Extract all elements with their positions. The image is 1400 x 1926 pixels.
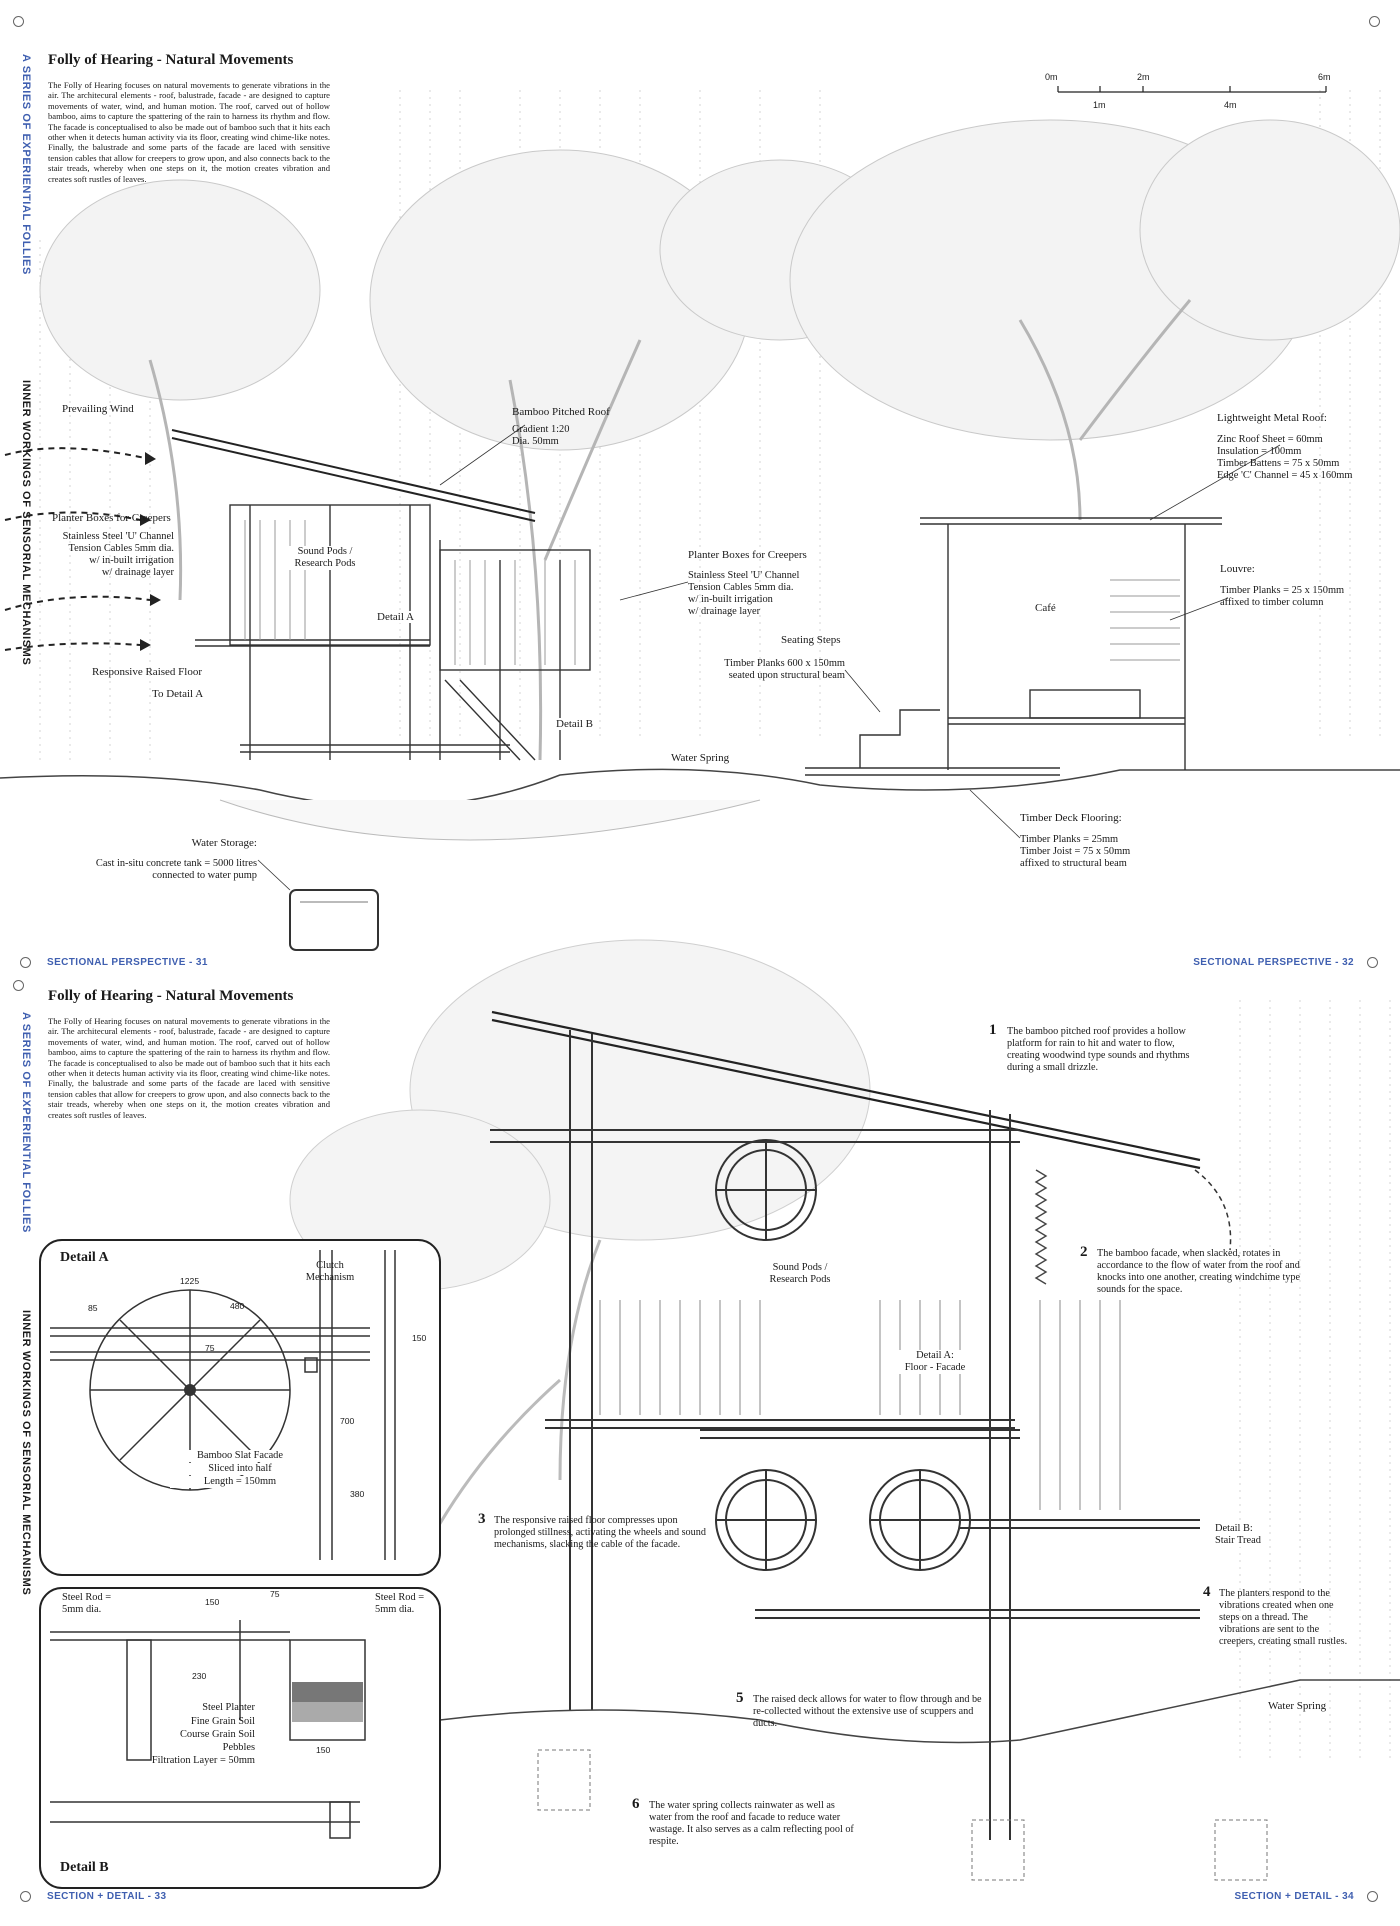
metal-roof-spec-1: Zinc Roof Sheet = 60mm bbox=[1217, 434, 1323, 445]
detail-b-callout-2: Stair Tread bbox=[1215, 1535, 1261, 1546]
note-5-number: 5 bbox=[736, 1690, 744, 1706]
planter-left-spec-1: Stainless Steel 'U' Channel bbox=[62, 531, 174, 542]
planter-label-5: Filtration Layer = 50mm bbox=[151, 1755, 255, 1766]
louvre-spec-1: Timber Planks = 25 x 150mm bbox=[1220, 585, 1345, 596]
detail-a-dim-2: 480 bbox=[230, 1301, 245, 1311]
planter-mid-spec-3: w/ in-built irrigation bbox=[688, 594, 773, 605]
cafe-label: Café bbox=[1035, 602, 1056, 614]
planter-label-2: Fine Grain Soil bbox=[190, 1716, 255, 1727]
page-title: Folly of Hearing - Natural Movements bbox=[48, 52, 294, 68]
scale-4m: 4m bbox=[1224, 100, 1237, 110]
rod-right-label-2: 5mm dia. bbox=[375, 1604, 415, 1615]
note-2-text: The bamboo facade, when slacked, rotates in accordance to the flow of water from the roof and knocks into one another, creating windchime type sounds for the space. bbox=[1097, 1248, 1300, 1295]
facade-label-2: Sliced into half bbox=[170, 1463, 310, 1475]
water-spring-label: Water Spring bbox=[671, 752, 730, 764]
intro-paragraph: The Folly of Hearing focuses on natural movements to generate vibrations in the air. The architecural elements - roof, balustrade, facade - are designed to capture movements of water, wind, and human motion. The roof, carved out of hollow bamboo, aims to capture the spattering of the rain to harness its rhythm and flow. The facade is conceptualised to also be made out of bamboo such that it hits each other when it detects human activity via its floor, creating wind chime-like notes. Finally, the balustrade and some parts of the facade are laced with sensitive tension cables that allow for creepers to grow upon, and also connects back to the stair treads, whereby when one steps on it, the motion creates vibration and creates soft rustles of leaves. bbox=[48, 80, 330, 184]
water-flow-arrow bbox=[1195, 1170, 1231, 1250]
scale-6m: 6m bbox=[1318, 72, 1331, 82]
rod-left-label-1: Steel Rod = bbox=[62, 1592, 112, 1603]
sound-pods-label-2: Research Pods bbox=[280, 558, 370, 570]
scale-2m: 2m bbox=[1137, 72, 1150, 82]
note-1-number: 1 bbox=[989, 1022, 997, 1038]
planter-mid-spec-4: w/ drainage layer bbox=[688, 606, 761, 617]
tension-cable-coil bbox=[1036, 1170, 1046, 1284]
note-2-number: 2 bbox=[1080, 1244, 1088, 1260]
detail-a-callout-2: Floor - Facade bbox=[885, 1362, 985, 1374]
planter-mid-label: Planter Boxes for Creepers bbox=[688, 549, 807, 561]
water-storage-spec-2: connected to water pump bbox=[152, 870, 257, 881]
prevailing-wind-label: Prevailing Wind bbox=[62, 403, 134, 415]
bamboo-roof-spec-1: Gradient 1:20 bbox=[512, 424, 570, 435]
tree-canopies bbox=[40, 120, 1400, 450]
detail-a-dim-7: 380 bbox=[350, 1489, 365, 1499]
footings bbox=[538, 1750, 1267, 1880]
detail-b-callout-1: Detail B: bbox=[1215, 1523, 1253, 1534]
note-5-text: The raised deck allows for water to flow through and be re-collected without the extensive use of scuppers and ducts. bbox=[753, 1694, 982, 1729]
planter-mid-spec-2: Tension Cables 5mm dia. bbox=[688, 582, 794, 593]
water-storage-spec-1: Cast in-situ concrete tank = 5000 litres bbox=[95, 858, 257, 869]
bamboo-roof bbox=[172, 430, 535, 521]
footer-circle-icon bbox=[20, 1891, 31, 1902]
metal-roof-spec-4: Edge 'C' Channel = 45 x 160mm bbox=[1217, 470, 1353, 481]
detail-b-label: Detail B bbox=[556, 718, 593, 730]
note-6-text: The water spring collects rainwater as well as water from the roof and facade to reduce water wastage. It also serves as a calm reflecting pool of respite. bbox=[649, 1800, 854, 1847]
detail-a-dim-1: 1225 bbox=[180, 1276, 200, 1286]
page-title: Folly of Hearing - Natural Movements bbox=[48, 988, 294, 1004]
water-spring-pool bbox=[220, 800, 760, 840]
detail-b-dim-4: 150 bbox=[316, 1745, 331, 1755]
clutch-label-2: Mechanism bbox=[305, 1272, 355, 1283]
deck-spec-3: affixed to structural beam bbox=[1020, 858, 1127, 869]
seating-steps-deck bbox=[805, 710, 1060, 775]
section-detail-drawing bbox=[0, 960, 1400, 1926]
note-4-number: 4 bbox=[1203, 1584, 1211, 1600]
series-side-label: A SERIES OF EXPERIENTIAL FOLLIES bbox=[20, 1012, 32, 1233]
series-side-label: A SERIES OF EXPERIENTIAL FOLLIES bbox=[20, 54, 32, 275]
section-side-label: INNER WORKINGS OF SENSORIAL MECHANISMS bbox=[20, 380, 32, 666]
footer-right-label: SECTIONAL PERSPECTIVE - 32 bbox=[1193, 957, 1354, 968]
scale-0m: 0m bbox=[1045, 72, 1058, 82]
responsive-floor-label: Responsive Raised Floor bbox=[92, 666, 202, 678]
sectional-perspective-drawing bbox=[0, 0, 1400, 960]
to-detail-a-label: To Detail A bbox=[152, 688, 204, 700]
note-4-text: The planters respond to the vibrations created when one steps on a thread. The vibrations are sent to the creepers, creating small rustles. bbox=[1219, 1588, 1348, 1647]
rod-right-label-1: Steel Rod = bbox=[375, 1592, 425, 1603]
planter-mid-spec-1: Stainless Steel 'U' Channel bbox=[688, 570, 800, 581]
note-3-text: The responsive raised floor compresses upon prolonged stillness, activating the wheels and sound mechanisms, slacking the cable of the facade. bbox=[494, 1515, 706, 1550]
rod-left-label-2: 5mm dia. bbox=[62, 1604, 102, 1615]
detail-a-hub-icon bbox=[184, 1384, 196, 1396]
louvre-label: Louvre: bbox=[1220, 563, 1255, 575]
planter-label-1: Steel Planter bbox=[202, 1702, 255, 1713]
detail-a-dim-3: 85 bbox=[88, 1303, 98, 1313]
detail-b-title: Detail B bbox=[60, 1860, 109, 1875]
sound-pods-label-2: Research Pods bbox=[745, 1274, 855, 1286]
note-1-text: The bamboo pitched roof provides a hollow platform for rain to hit and water to flow, creating woodwind type sounds and rhythms during a small drizzle. bbox=[1007, 1026, 1190, 1073]
footer-right-label: SECTION + DETAIL - 34 bbox=[1234, 1891, 1354, 1902]
footer-left-label: SECTIONAL PERSPECTIVE - 31 bbox=[47, 957, 208, 968]
note-6-number: 6 bbox=[632, 1796, 640, 1812]
footer-left-label: SECTION + DETAIL - 33 bbox=[47, 1891, 167, 1902]
metal-roof-spec-3: Timber Battens = 75 x 50mm bbox=[1217, 458, 1340, 469]
detail-b-dim-1: 150 bbox=[205, 1597, 220, 1607]
water-storage-label: Water Storage: bbox=[191, 837, 257, 849]
planter-left-spec-3: w/ in-built irrigation bbox=[89, 555, 174, 566]
detail-a-dim-4: 75 bbox=[205, 1343, 215, 1353]
louvre-spec-2: affixed to timber column bbox=[1220, 597, 1324, 608]
detail-a-dim-5: 150 bbox=[412, 1333, 427, 1343]
pod-structure bbox=[195, 505, 590, 760]
seating-spec-2: seated upon structural beam bbox=[728, 670, 845, 681]
scale-bar bbox=[1058, 86, 1326, 92]
water-storage-tank bbox=[290, 890, 378, 950]
detail-a-callout-1: Detail A: bbox=[885, 1350, 985, 1362]
detail-a-dim-6: 700 bbox=[340, 1416, 355, 1426]
detail-b-dim-2: 75 bbox=[270, 1589, 280, 1599]
seating-steps-label: Seating Steps bbox=[781, 634, 841, 646]
seating-spec-1: Timber Planks 600 x 150mm bbox=[724, 658, 845, 669]
deck-label: Timber Deck Flooring: bbox=[1020, 812, 1122, 824]
metal-roof-label: Lightweight Metal Roof: bbox=[1217, 412, 1327, 424]
sound-pods-label-1: Sound Pods / bbox=[745, 1262, 855, 1274]
planter-label-3: Course Grain Soil bbox=[179, 1729, 255, 1740]
planter-left-spec-4: w/ drainage layer bbox=[101, 567, 174, 578]
planter-left-spec-2: Tension Cables 5mm dia. bbox=[68, 543, 174, 554]
clutch-label-1: Clutch bbox=[316, 1260, 344, 1271]
metal-roof-spec-2: Insulation = 100mm bbox=[1217, 446, 1302, 457]
detail-a-title: Detail A bbox=[60, 1250, 109, 1265]
footer-circle-icon bbox=[1367, 1891, 1378, 1902]
scale-1m: 1m bbox=[1093, 100, 1106, 110]
planter-label-4: Pebbles bbox=[222, 1742, 255, 1753]
planter-soil-layers bbox=[292, 1682, 363, 1722]
deck-spec-2: Timber Joist = 75 x 50mm bbox=[1020, 846, 1131, 857]
water-spring-label: Water Spring bbox=[1268, 1700, 1327, 1712]
note-3-number: 3 bbox=[478, 1511, 486, 1527]
planter-left-label: Planter Boxes for Creepers bbox=[52, 512, 171, 524]
detail-a-panel bbox=[40, 1240, 440, 1575]
bamboo-roof-spec-2: Dia. 50mm bbox=[512, 436, 559, 447]
section-side-label: INNER WORKINGS OF SENSORIAL MECHANISMS bbox=[20, 1310, 32, 1596]
section-detail-page bbox=[0, 960, 1400, 1926]
intro-paragraph: The Folly of Hearing focuses on natural movements to generate vibrations in the air. The architecural elements - roof, balustrade, facade - are designed to capture movements of water, wind, and human motion. The roof, carved out of hollow bamboo, aims to capture the spattering of the rain to harness its rhythm and flow. The facade is conceptualised to also be made out of bamboo such that it hits each other when it detects human activity via its floor, creating wind chime-like notes. Finally, the balustrade and some parts of the facade are laced with sensitive tension cables that allow for creepers to grow upon, and also connects back to the stair treads, whereby when one steps on it, the motion creates vibration and creates soft rustles of leaves. bbox=[48, 1016, 330, 1120]
detail-b-dim-3: 230 bbox=[192, 1671, 207, 1681]
bamboo-roof-label: Bamboo Pitched Roof bbox=[512, 406, 610, 418]
cafe-louvres bbox=[1110, 580, 1180, 660]
sound-pods-label-1: Sound Pods / bbox=[280, 546, 370, 558]
detail-a-label: Detail A bbox=[377, 611, 414, 623]
bamboo-facade-slats bbox=[600, 1300, 1120, 1510]
deck-spec-1: Timber Planks = 25mm bbox=[1020, 834, 1119, 845]
facade-label-1: Bamboo Slat Facade bbox=[170, 1450, 310, 1462]
facade-label-3: Length = 150mm bbox=[170, 1476, 310, 1488]
